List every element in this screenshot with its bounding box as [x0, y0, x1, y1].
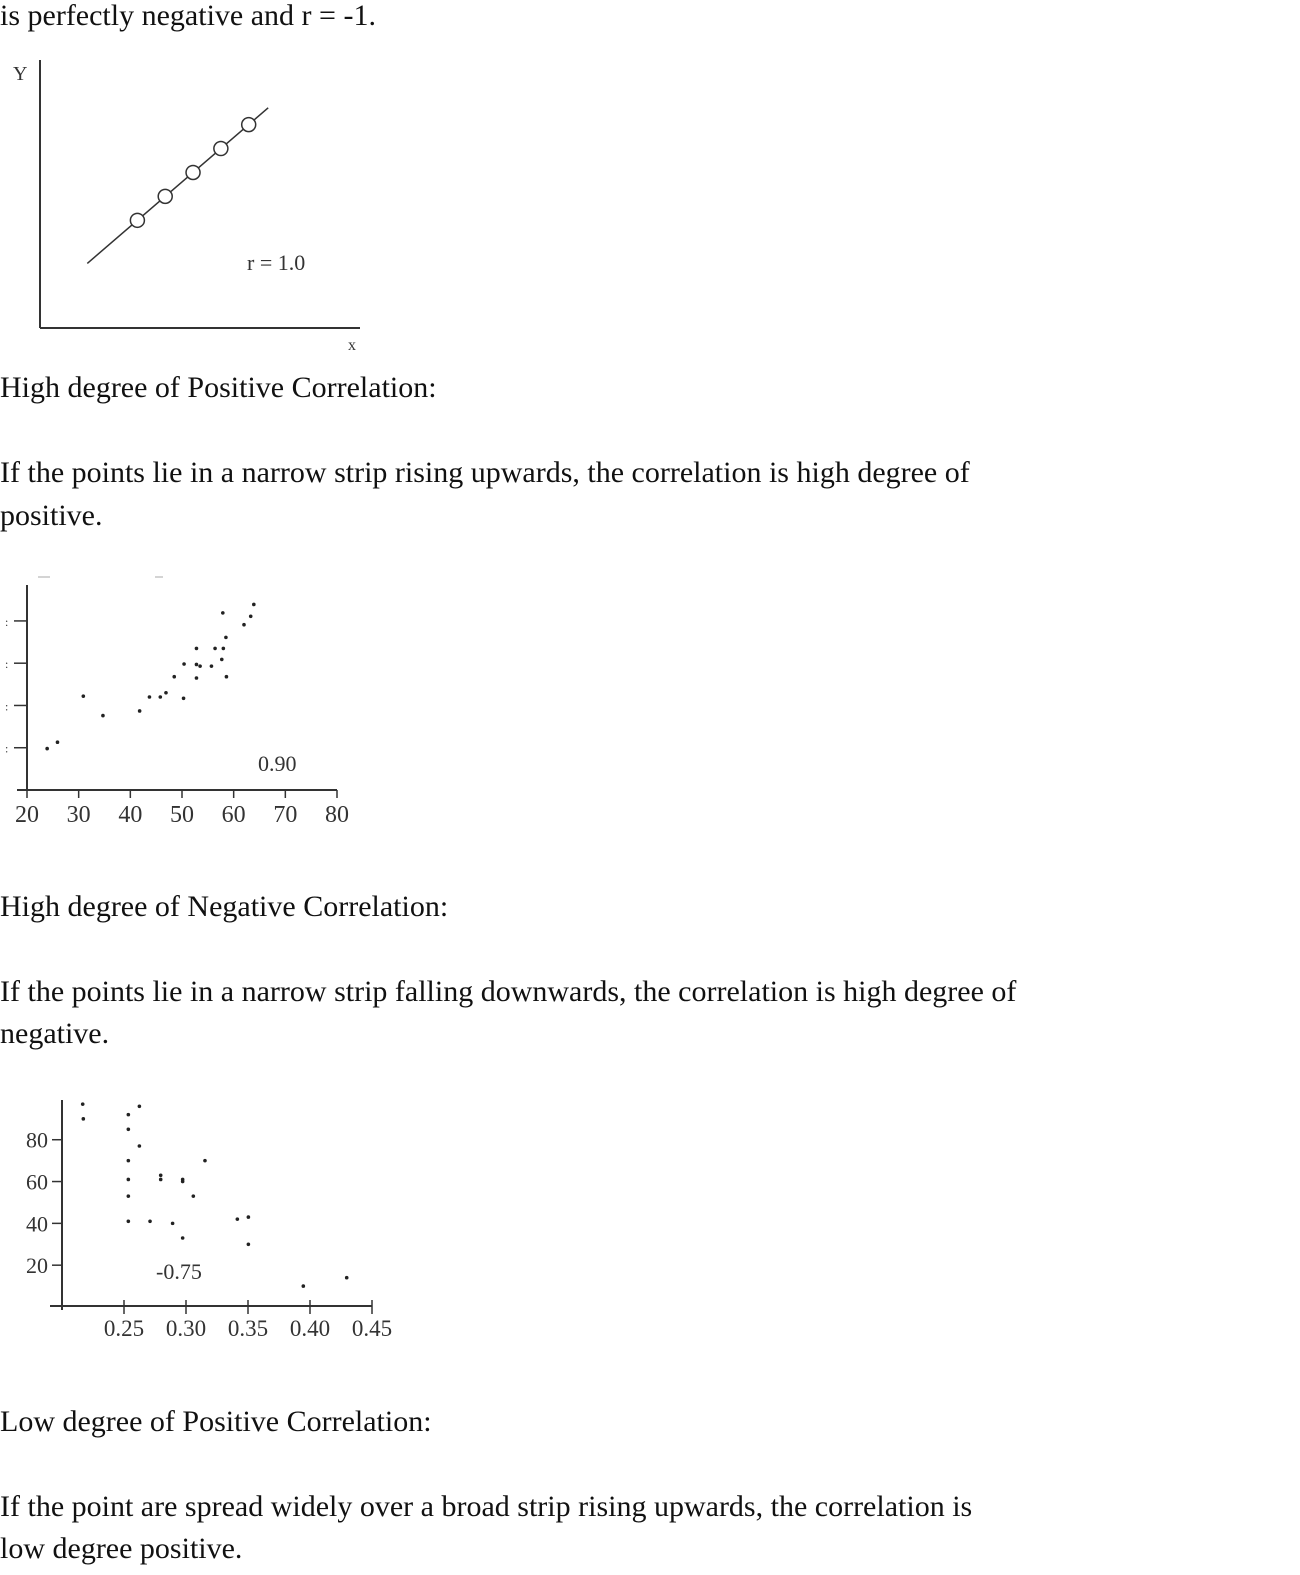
data-point	[127, 1219, 131, 1223]
x-tick-label: 80	[325, 802, 349, 828]
x-tick-label: 0.40	[289, 1316, 331, 1341]
data-point	[148, 1219, 152, 1223]
annotation: 0.90	[258, 751, 297, 776]
y-tick-label: :	[5, 614, 9, 629]
data-point	[192, 1194, 196, 1198]
y-tick-label: 40	[26, 1211, 48, 1237]
data-point	[127, 1194, 131, 1198]
y-tick-label: 60	[26, 1169, 48, 1195]
heading-high-positive: High degree of Positive Correlation:	[0, 371, 437, 404]
para-high-positive-2: positive.	[0, 499, 103, 532]
x-tick-label: 0.25	[103, 1316, 145, 1341]
x-tick-label: 0.35	[227, 1316, 269, 1341]
x-tick-label: 20	[15, 802, 39, 828]
x-tick-label: 60	[221, 802, 246, 828]
para-high-positive-1: If the points lie in a narrow strip rising upwards, the correlation is high degree of	[0, 456, 970, 489]
data-point	[159, 1173, 163, 1177]
data-point	[138, 1144, 142, 1148]
data-point	[181, 1180, 185, 1184]
data-point	[127, 1127, 131, 1131]
data-point	[236, 1217, 240, 1221]
y-tick-label: 20	[26, 1253, 48, 1279]
x-tick-label: 40	[118, 802, 143, 828]
x-tick-label: 0.45	[351, 1316, 393, 1341]
para-high-negative-1: If the points lie in a narrow strip falling downwards, the correlation is high degree of	[0, 975, 1017, 1008]
data-point	[345, 1276, 349, 1280]
data-point	[159, 1178, 163, 1182]
x-tick-label: 0.30	[165, 1316, 207, 1341]
y-axis-label: Y	[13, 63, 28, 85]
x-axis-label: x	[348, 337, 356, 354]
data-point	[82, 1117, 86, 1121]
high-negative-chart	[0, 0, 420, 1350]
heading-low-positive: Low degree of Positive Correlation:	[0, 1405, 432, 1438]
data-point	[171, 1222, 175, 1226]
data-point	[127, 1113, 131, 1117]
annotation: r = 1.0	[247, 250, 306, 275]
data-point	[127, 1159, 131, 1163]
para-low-positive-1: If the point are spread widely over a broad strip rising upwards, the correlation is	[0, 1490, 973, 1523]
data-point	[203, 1159, 207, 1163]
data-point	[81, 1102, 85, 1106]
x-tick-label: 50	[170, 802, 194, 828]
data-point	[181, 1236, 185, 1240]
intro-text: is perfectly negative and r = -1.	[0, 0, 376, 32]
heading-high-negative: High degree of Negative Correlation:	[0, 890, 449, 923]
data-point	[247, 1242, 251, 1246]
y-tick-label: :	[5, 741, 9, 756]
x-tick-label: 70	[273, 802, 298, 828]
y-tick-label: :	[5, 699, 9, 714]
annotation: -0.75	[156, 1259, 202, 1284]
x-tick-label: 30	[66, 802, 91, 828]
data-point	[247, 1215, 251, 1219]
y-tick-label: :	[5, 657, 9, 672]
para-high-negative-2: negative.	[0, 1017, 110, 1050]
data-point	[127, 1178, 131, 1182]
data-point	[138, 1104, 142, 1108]
para-low-positive-2: low degree positive.	[0, 1532, 243, 1565]
y-tick-label: 80	[26, 1127, 48, 1153]
data-point	[302, 1284, 306, 1288]
